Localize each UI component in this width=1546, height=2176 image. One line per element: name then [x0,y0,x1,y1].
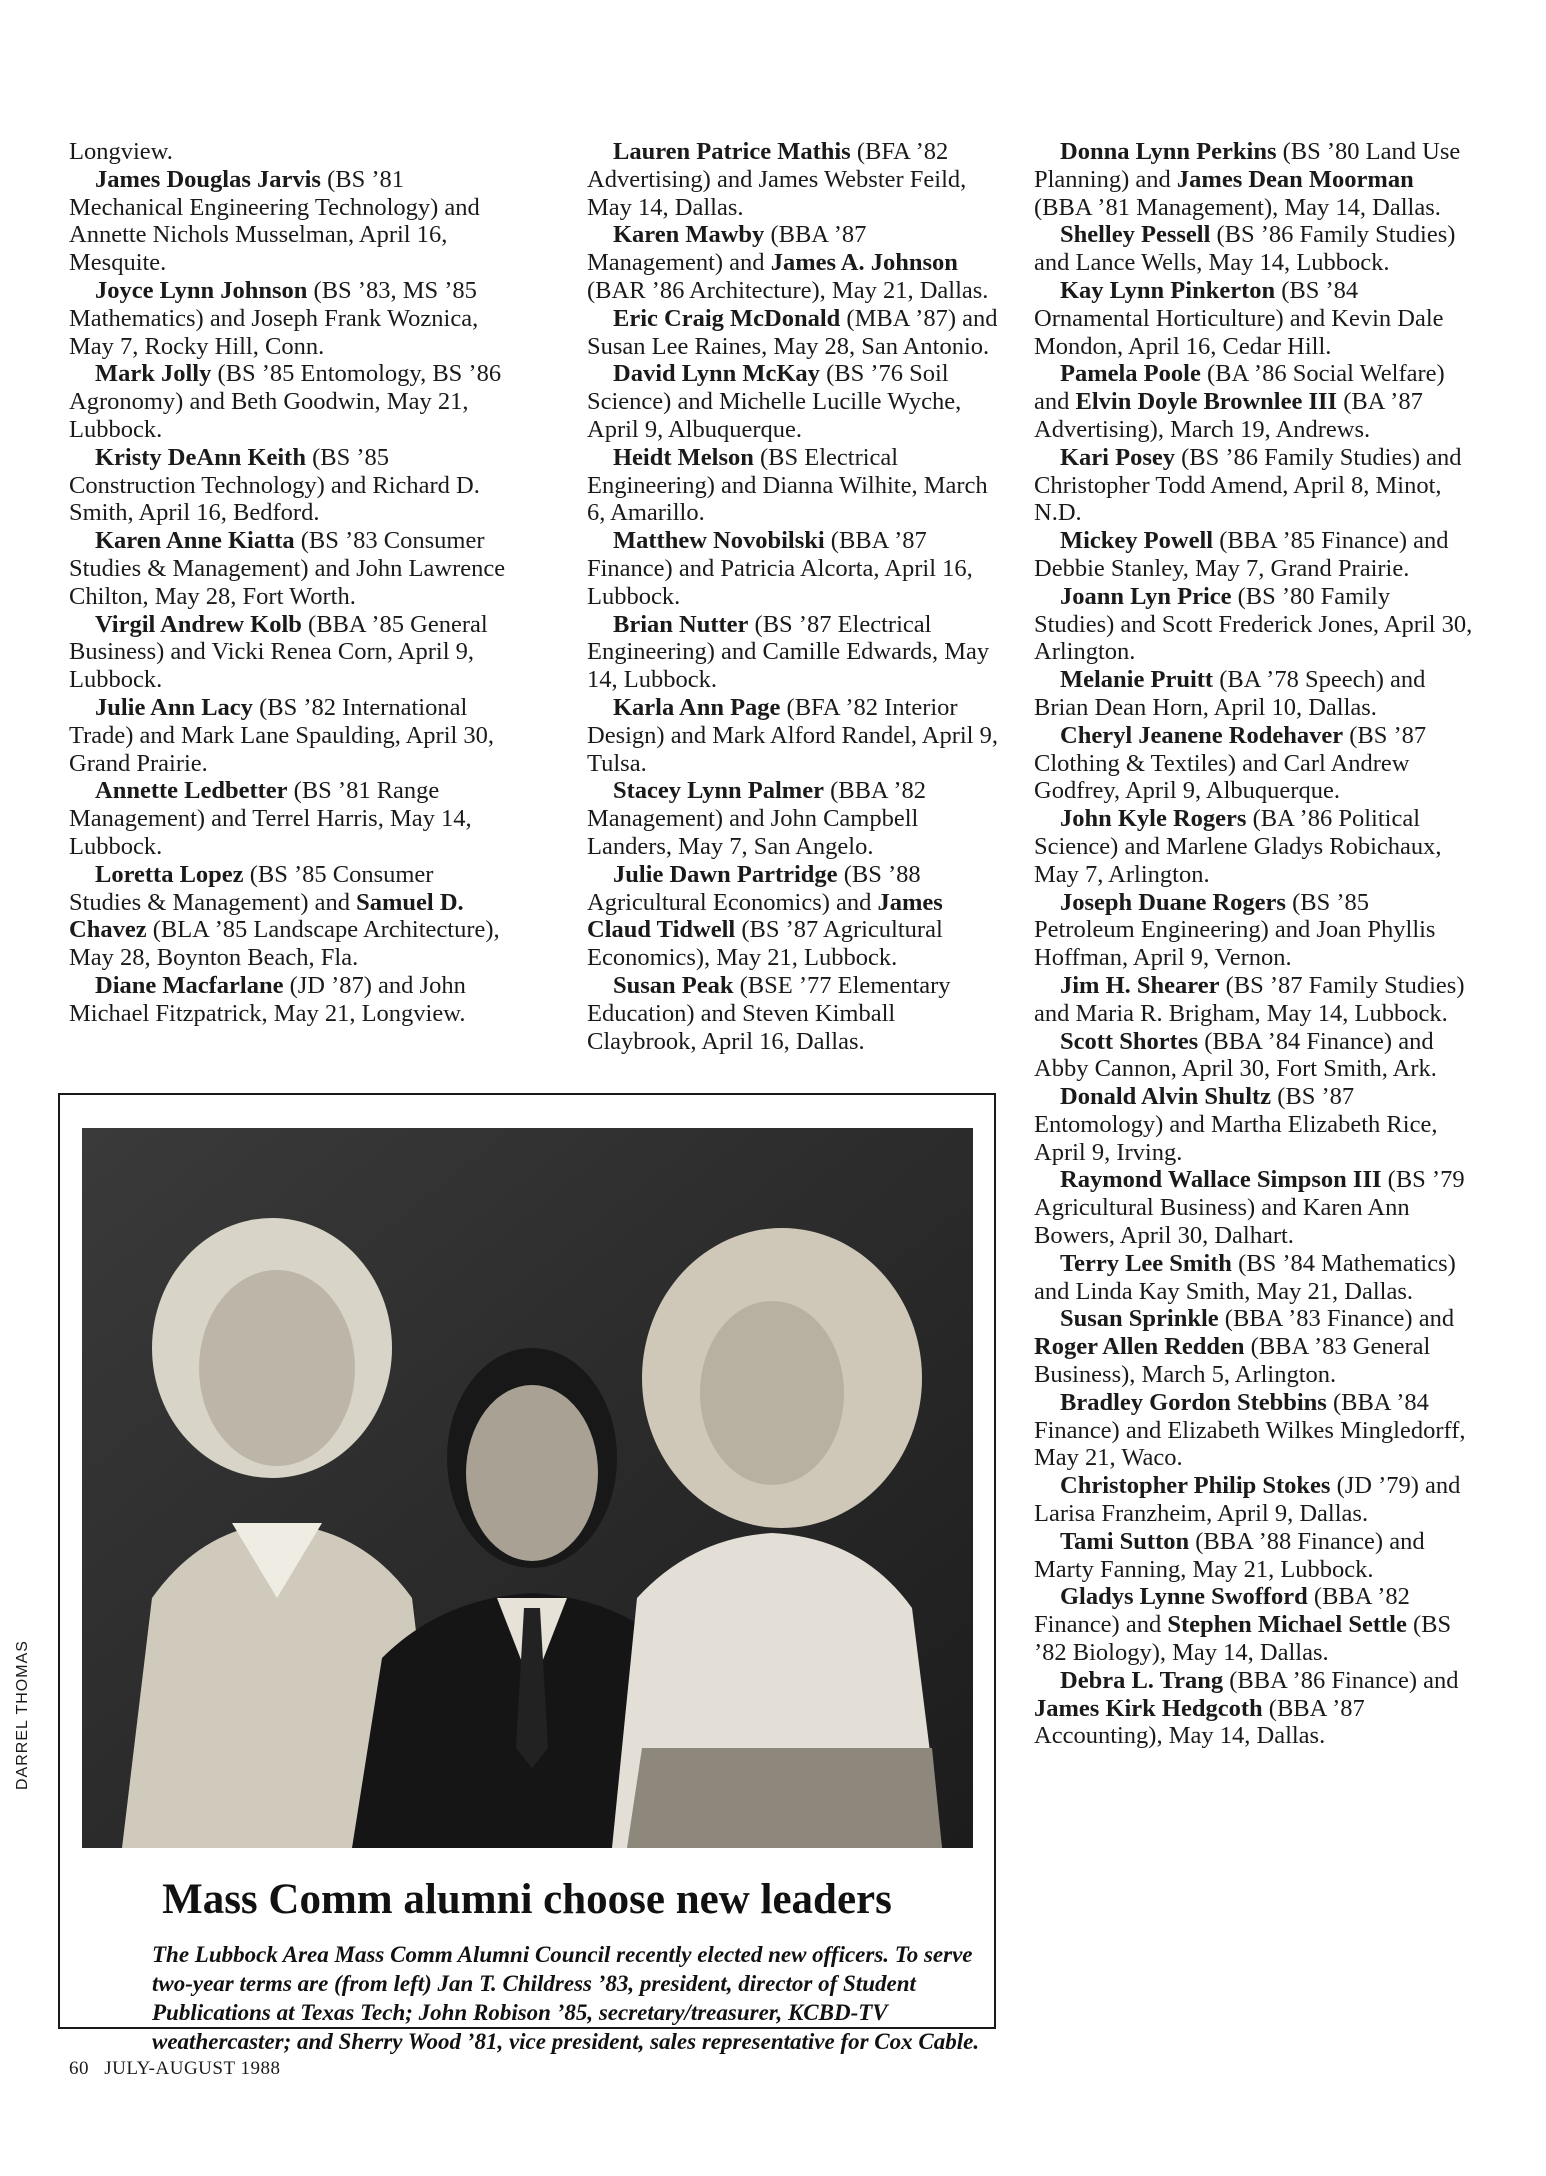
entry-details: (BBA ’85 General Business) and Vicki Renea Corn, April 9, Lubbock. [69,610,488,694]
alumnus-name: James A. Johnson [770,249,958,277]
alumnus-name: Kari Posey [1060,443,1175,471]
announcement-entry [1034,583,1474,666]
entry-details: (BS ’88 Agricultural Economics) and [587,860,921,916]
photo-credit: DARREL THOMAS [14,1640,31,1790]
announcement-entry [1034,1028,1474,1084]
announcement-entry [69,527,509,610]
column-1 [69,138,509,1028]
alumnus-name: Joyce Lynn Johnson [95,276,308,304]
announcement-entry [587,972,1007,1055]
entry-details: (BBA ’87 Finance) and Patricia Alcorta, April 16, Lubbock. [587,527,973,610]
entry-details: (BFA ’82 Advertising) and James Webster Feild, May 14, Dallas. [587,138,967,221]
alumnus-name: Pamela Poole [1060,360,1201,388]
alumnus-name: David Lynn McKay [613,360,820,388]
announcement-entry [1034,1667,1474,1750]
entry-details: (BBA ’83 General Business), March 5, Arlington. [1034,1333,1431,1389]
announcement-entry [69,277,509,360]
alumnus-name: Joseph Duane Rogers [1060,888,1286,916]
entry-details: (BS ’85 Entomology, BS ’86 Agronomy) and Beth Goodwin, May 21, Lubbock. [69,360,502,443]
alumnus-name: Matthew Novobilski [613,527,825,555]
alumnus-name: Heidt Melson [613,443,754,471]
entry-details: (BS Electrical Engineering) and Dianna Wilhite, March 6, Amarillo. [587,443,988,527]
alumnus-name: Julie Dawn Partridge [613,860,838,888]
announcement-entry [69,777,509,860]
column-2 [587,138,1007,1055]
announcement-entry [1034,889,1474,972]
alumnus-name: Karla Ann Page [613,693,781,721]
alumnus-name: Kay Lynn Pinkerton [1060,276,1276,304]
column-3 [1034,138,1474,1750]
announcement-entry [1034,805,1474,888]
announcement-entry [69,861,509,972]
entry-details: Longview. [69,138,173,165]
announcement-entry [1034,1166,1474,1249]
alumnus-name: Samuel D. Chavez [69,888,464,944]
entry-details: (BA ’78 Speech) and Brian Dean Horn, April 10, Dallas. [1034,666,1426,721]
announcement-entry [1034,444,1474,527]
entry-details: (BBA ’88 Finance) and Marty Fanning, May 21, Lubbock. [1034,1527,1425,1583]
entry-details: (MBA ’87) and Susan Lee Raines, May 28, San Antonio. [587,304,998,360]
announcement-entry [1034,527,1474,583]
announcement-entry [1034,138,1474,221]
alumnus-name: James Claud Tidwell [587,888,943,944]
announcement-entry [1034,1472,1474,1528]
announcement-entry [1034,1083,1474,1166]
entry-details: (BS ’87 Family Studies) and Maria R. Brigham, May 14, Lubbock. [1034,971,1465,1027]
announcement-entry [587,444,1007,527]
entry-details: (BA ’86 Social Welfare) and [1034,360,1445,416]
alumnus-name: Roger Allen Redden [1034,1333,1245,1361]
entry-details: (BS ’81 Mechanical Engineering Technology) and Annette Nichols Musselman, April 16, Mesquite. [69,165,480,277]
entry-details: (BS ’87 Electrical Engineering) and Camille Edwards, May 14, Lubbock. [587,610,990,694]
alumnus-name: Bradley Gordon Stebbins [1060,1388,1327,1416]
announcement-entry [1034,972,1474,1028]
entry-details: (BS ’80 Land Use Planning) and [1034,138,1461,193]
alumnus-name: Stacey Lynn Palmer [613,777,824,805]
entry-details: (BS ’81 Range Management) and Terrel Harris, May 14, Lubbock. [69,777,472,860]
alumnus-name: Julie Ann Lacy [95,693,253,721]
page-footer [69,2058,290,2080]
entry-details: (BBA ’86 Finance) and [1223,1666,1459,1694]
alumnus-name: Annette Ledbetter [95,777,288,805]
announcement-entry [587,527,1007,610]
announcement-entry [1034,1305,1474,1388]
alumnus-name: Susan Sprinkle [1060,1305,1219,1333]
alumnus-name: Melanie Pruitt [1060,666,1214,694]
entry-details: (BBA ’87 Accounting), May 14, Dallas. [1034,1694,1365,1750]
issue-date: JULY-AUGUST 1988 [104,2058,281,2079]
alumnus-name: Terry Lee Smith [1060,1249,1232,1277]
alumnus-name: Brian Nutter [613,610,749,638]
alumnus-name: Mickey Powell [1060,527,1214,555]
alumnus-name: James Douglas Jarvis [95,165,321,193]
alumnus-name: Lauren Patrice Mathis [613,138,851,165]
entry-details: (BS ’85 Consumer Studies & Management) and [69,860,434,916]
announcement-entry [587,221,1007,304]
caption-body: The Lubbock Area Mass Comm Alumni Council recently elected new officers. To serve two-year terms are (from left) Jan T. Childress ’83, president, director of Student Publications at Texas Tech; John Robison ’85, secretary/treasurer, KCBD-TV weathercaster; and Sherry Wood ’81, vice president, sales representative for Cox Cable. [152,1942,980,2054]
entry-details: (BS ’84 Ornamental Horticulture) and Kevin Dale Mondon, April 16, Cedar Hill. [1034,276,1444,360]
announcement-entry [69,360,509,443]
announcement-entry [1034,1250,1474,1306]
alumnus-name: Susan Peak [613,971,734,999]
alumnus-name: Cheryl Jeanene Rodehaver [1060,721,1344,749]
entry-details: (BS ’82 International Trade) and Mark Lane Spaulding, April 30, Grand Prairie. [69,693,495,777]
announcement-entry [587,138,1007,221]
entry-details: (BBA ’84 Finance) and Abby Cannon, April 30, Fort Smith, Ark. [1034,1027,1437,1083]
entry-details: (BS ’87 Clothing & Textiles) and Carl Andrew Godfrey, April 9, Albuquerque. [1034,721,1427,805]
entry-details: (BFA ’82 Interior Design) and Mark Alford Randel, April 9, Tulsa. [587,693,998,777]
announcement-entry [587,360,1007,443]
announcement-entry [587,611,1007,694]
alumnus-name: Karen Mawby [613,221,765,249]
alumnus-name: Stephen Michael Settle [1167,1611,1407,1639]
entry-details: (BSE ’77 Elementary Education) and Steven Kimball Claybrook, April 16, Dallas. [587,971,951,1055]
alumnus-name: Elvin Doyle Brownlee III [1075,388,1338,416]
alumnus-name: Donald Alvin Shultz [1060,1083,1272,1111]
announcement-entry [69,138,509,166]
page-number: 60 [69,2058,89,2079]
alumnus-name: John Kyle Rogers [1060,805,1247,833]
alumnus-name: Shelley Pessell [1060,221,1211,249]
alumnus-name: Donna Lynn Perkins [1060,138,1277,165]
announcement-entry [69,166,509,277]
announcement-entry [69,444,509,527]
alumnus-name: Virgil Andrew Kolb [95,610,302,638]
entry-details: (BBA ’83 Finance) and [1218,1305,1455,1333]
alumnus-name: Gladys Lynne Swofford [1060,1583,1308,1611]
entry-details: (BAR ’86 Architecture), May 21, Dallas. [587,276,989,304]
entry-details: (BBA ’87 Management) and [587,221,867,277]
photo-feature [14,1093,996,2054]
announcement-entry [69,694,509,777]
alumnus-name: Karen Anne Kiatta [95,527,295,555]
entry-details: (BBA ’85 Finance) and Debbie Stanley, May 7, Grand Prairie. [1034,527,1449,582]
entry-details: (BLA ’85 Landscape Architecture), May 28, Boynton Beach, Fla. [69,916,500,972]
alumnus-name: Loretta Lopez [95,860,244,888]
entry-details: (BBA ’84 Finance) and Elizabeth Wilkes Mingledorff, May 21, Waco. [1034,1388,1466,1472]
entry-details: (BS ’86 Family Studies) and Lance Wells, May 14, Lubbock. [1034,221,1456,277]
alumnus-name: Joann Lyn Price [1060,582,1232,610]
entry-details: (BS ’80 Family Studies) and Scott Frederick Jones, April 30, Arlington. [1034,582,1473,666]
announcement-entry [1034,360,1474,443]
alumnus-name: James Dean Moorman [1176,165,1414,193]
entry-details: (BS ’86 Family Studies) and Christopher Todd Amend, April 8, Minot, N.D. [1034,443,1462,527]
entry-details: (BS ’87 Entomology) and Martha Elizabeth Rice, April 9, Irving. [1034,1083,1438,1166]
announcement-entry [1034,1389,1474,1472]
announcement-entry [587,861,1007,972]
photo-illustration [82,1128,973,1848]
entry-details: (BA ’87 Advertising), March 19, Andrews. [1034,388,1423,443]
alumnus-name: James Kirk Hedgcoth [1034,1694,1263,1722]
alumnus-name: Debra L. Trang [1060,1666,1224,1694]
entry-details: (BS ’85 Construction Technology) and Richard D. Smith, April 16, Bedford. [69,443,480,527]
announcement-entry [1034,221,1474,277]
announcement-entry [587,777,1007,860]
alumnus-name: Eric Craig McDonald [613,304,841,332]
alumnus-name: Raymond Wallace Simpson III [1060,1166,1382,1194]
alumnus-name: Kristy DeAnn Keith [95,443,306,471]
announcement-entry [1034,722,1474,805]
announcement-entry [69,611,509,694]
alumnus-name: Tami Sutton [1060,1527,1190,1555]
announcement-entry [1034,1583,1474,1666]
entry-details: (BS ’83 Consumer Studies & Management) and John Lawrence Chilton, May 28, Fort Worth. [69,527,506,610]
entry-details: (BS ’84 Mathematics) and Linda Kay Smith, May 21, Dallas. [1034,1249,1456,1305]
alumnus-name: Jim H. Shearer [1060,971,1220,999]
entry-details: (BS ’85 Petroleum Engineering) and Joan Phyllis Hoffman, April 9, Vernon. [1034,888,1436,972]
announcement-entry [587,305,1007,361]
alumnus-name: Diane Macfarlane [95,971,284,999]
group-photo [82,1128,973,1848]
announcement-entry [1034,1528,1474,1584]
announcement-entry [69,972,509,1028]
entry-details: (BS ’76 Soil Science) and Michelle Lucille Wyche, April 9, Albuquerque. [587,360,962,443]
entry-details: (JD ’87) and John Michael Fitzpatrick, May 21, Longview. [69,971,466,1027]
alumnus-name: Christopher Philip Stokes [1060,1472,1331,1500]
entry-details: (BS ’79 Agricultural Business) and Karen Ann Bowers, April 30, Dalhart. [1034,1166,1465,1250]
alumnus-name: Scott Shortes [1060,1027,1199,1055]
entry-details: (BA ’86 Political Science) and Marlene Gladys Robichaux, May 7, Arlington. [1034,805,1442,888]
caption-title: Mass Comm alumni choose new leaders [162,1876,892,1923]
entry-details: (JD ’79) and Larisa Franzheim, April 9, Dallas. [1034,1472,1461,1528]
announcement-entry [1034,277,1474,360]
entry-details: (BBA ’82 Finance) and [1034,1583,1410,1639]
announcement-entry [587,694,1007,777]
entry-details: (BBA ’81 Management), May 14, Dallas. [1034,193,1441,221]
entry-details: (BBA ’82 Management) and John Campbell Landers, May 7, San Angelo. [587,777,927,860]
entry-details: (BS ’83, MS ’85 Mathematics) and Joseph Frank Woznica, May 7, Rocky Hill, Conn. [69,276,479,360]
entry-details: (BS ’87 Agricultural Economics), May 21, Lubbock. [587,916,943,972]
entry-details: (BS ’82 Biology), May 14, Dallas. [1034,1611,1452,1667]
alumnus-name: Mark Jolly [95,360,212,388]
announcement-entry [1034,666,1474,722]
